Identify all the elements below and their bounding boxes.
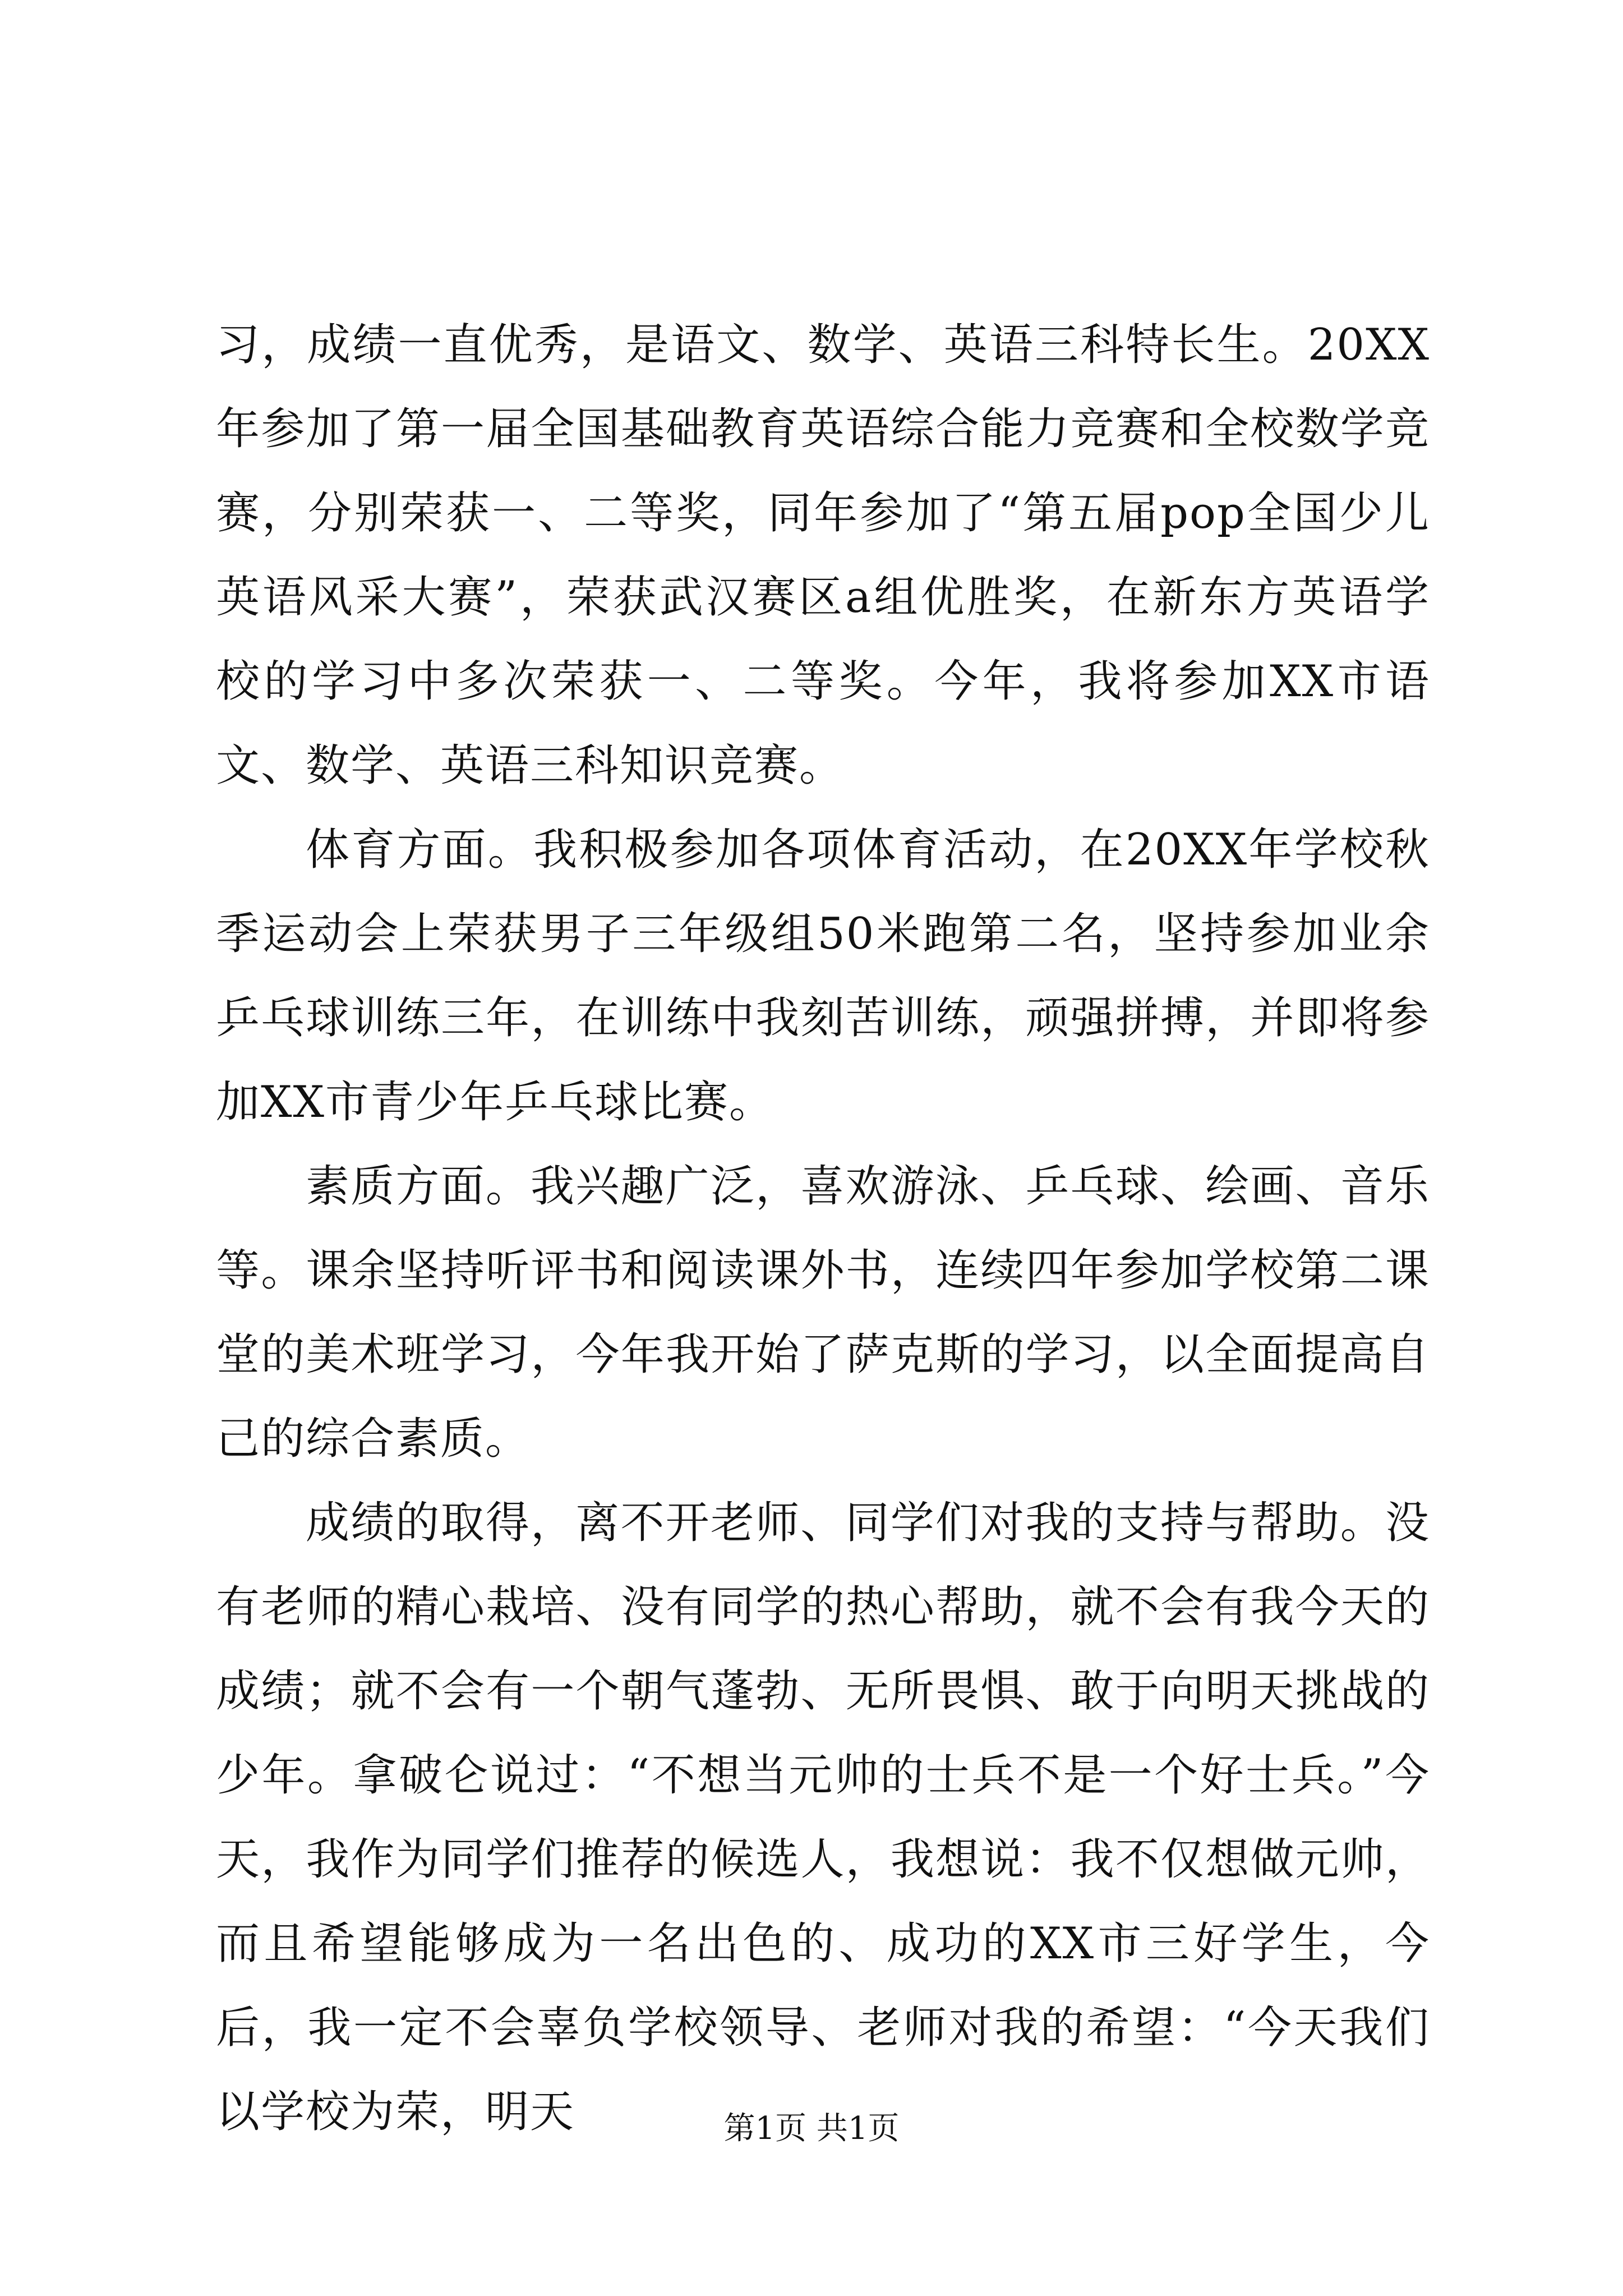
paragraph-sports: 体育方面。我积极参加各项体育活动，在20XX年学校秋季运动会上荣获男子三年级组50米跑第二名，坚持参加业余乒乓球训练三年，在训练中我刻苦训练，顽强拼搏，并即将参加XX市青少年乒乓球比赛。 (216, 825, 1430, 1128)
paragraph-quality: 素质方面。我兴趣广泛，喜欢游泳、乒乓球、绘画、音乐等。课余坚持听评书和阅读课外书，连续四年参加学校第二课堂的美术班学习，今年我开始了萨克斯的学习，以全面提高自己的综合素质。 (216, 1161, 1430, 1464)
paragraph-gratitude: 成绩的取得，离不开老师、同学们对我的支持与帮助。没有老师的精心栽培、没有同学的热心帮助，就不会有我今天的成绩；就不会有一个朝气蓬勃、无所畏惧、敢于向明天挑战的少年。拿破仑说过：“不想当元帅的士兵不是一个好士兵。”今天，我作为同学们推荐的候选人，我想说：我不仅想做元帅，而且希望能够成为一名出色的、成功的XX市三好学生，今后，我一定不会辜负学校领导、老师对我的希望：“今天我们以学校为荣，明天 (216, 1498, 1430, 2137)
page-footer: 第1页 共1页 (723, 2110, 900, 2147)
document-body (216, 303, 1430, 2154)
paragraph-continuation: 习，成绩一直优秀，是语文、数学、英语三科特长生。20XX年参加了第一届全国基础教育英语综合能力竞赛和全校数学竞赛，分别荣获一、二等奖，同年参加了“第五届pop全国少儿英语风采大赛”，荣获武汉赛区a组优胜奖，在新东方英语学校的学习中多次荣获一、二等奖。今年，我将参加XX市语文、数学、英语三科知识竞赛。 (216, 320, 1430, 791)
